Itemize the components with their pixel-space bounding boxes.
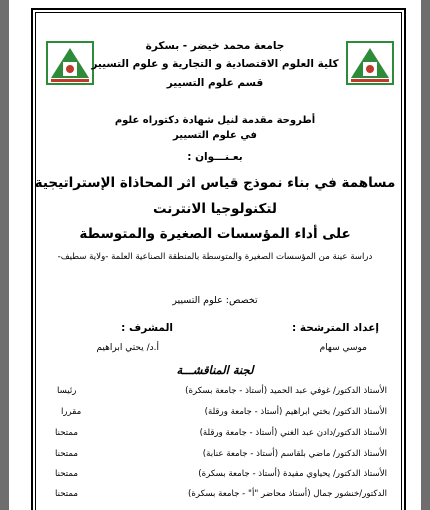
committee-member-role: مقررا: [61, 407, 82, 417]
thesis-field-line: في علوم التسيير: [173, 130, 257, 141]
university-name: جامعة محمد خيضر - بسكرة: [145, 40, 285, 52]
committee-member-role: ممتحنا: [55, 449, 78, 459]
committee-member-name: الأستاذ الدكتور/ ماضي بلقاسم (أستاذ - جامعة عنابة): [202, 449, 387, 459]
committee-heading: لجنة المناقشـــة: [176, 363, 254, 377]
committee-member-role: ممتحنا: [55, 489, 78, 499]
supervisor-name: أ.د/ يحتي ابراهيم: [96, 343, 159, 353]
committee-member-name: الأستاذ الدكتور/ بختي ابراهيم (أستاذ - جامعة ورقلة): [204, 407, 387, 417]
thesis-title-line-2: لتكنولوجيا الانترنت: [153, 201, 277, 217]
supervisor-label: المشرف :: [121, 322, 173, 334]
thesis-degree-line: أطروحة مقدمة لنيل شهادة دكتوراه علوم: [114, 115, 316, 126]
committee-member-name: الأستاذ الدكتور/ يحياوي مفيدة (أستاذ - جامعة بسكرة): [198, 469, 387, 479]
committee-member-name: الأستاذ الدكتور/دادن عبد الغني (أستاذ - جامعة ورقلة): [199, 428, 387, 438]
committee-member-name: الأستاذ الدكتور/ غوفي عبد الحميد (أستاذ - جامعة بسكرة): [185, 386, 387, 396]
title-label: بعـنـــوان :: [187, 151, 243, 163]
committee-member-role: رئيسا: [57, 386, 77, 396]
document-page: [9, 0, 421, 510]
thesis-subtitle: دراسة عينة من المؤسسات الصغيرة والمتوسطة بالمنطقة الصناعية العلمة -ولاية سطيف-: [57, 252, 373, 262]
committee-member-role: ممتحنا: [55, 469, 78, 479]
department-name: قسم علوم التسيير: [166, 77, 264, 89]
committee-member-role: ممتحنا: [55, 428, 78, 438]
faculty-name: كلية العلوم الاقتصادية و التجارية و علوم التسيير: [91, 58, 339, 70]
thesis-title-line-1: مساهمة في بناء نموذج قياس اثر المحاذاة الإستراتيجية: [34, 175, 396, 191]
committee-member-name: الدكتور/خنشور جمال (أستاذ محاضر "أ" - جامعة بسكرة): [188, 489, 387, 499]
thesis-title-line-3: على أداء المؤسسات الصغيرة والمتوسطة: [79, 226, 351, 242]
student-name: موسي سهام: [319, 343, 367, 353]
student-label: إعداد المترشحة :: [292, 322, 379, 334]
specialty: تخصص: علوم التسيير: [172, 295, 258, 306]
